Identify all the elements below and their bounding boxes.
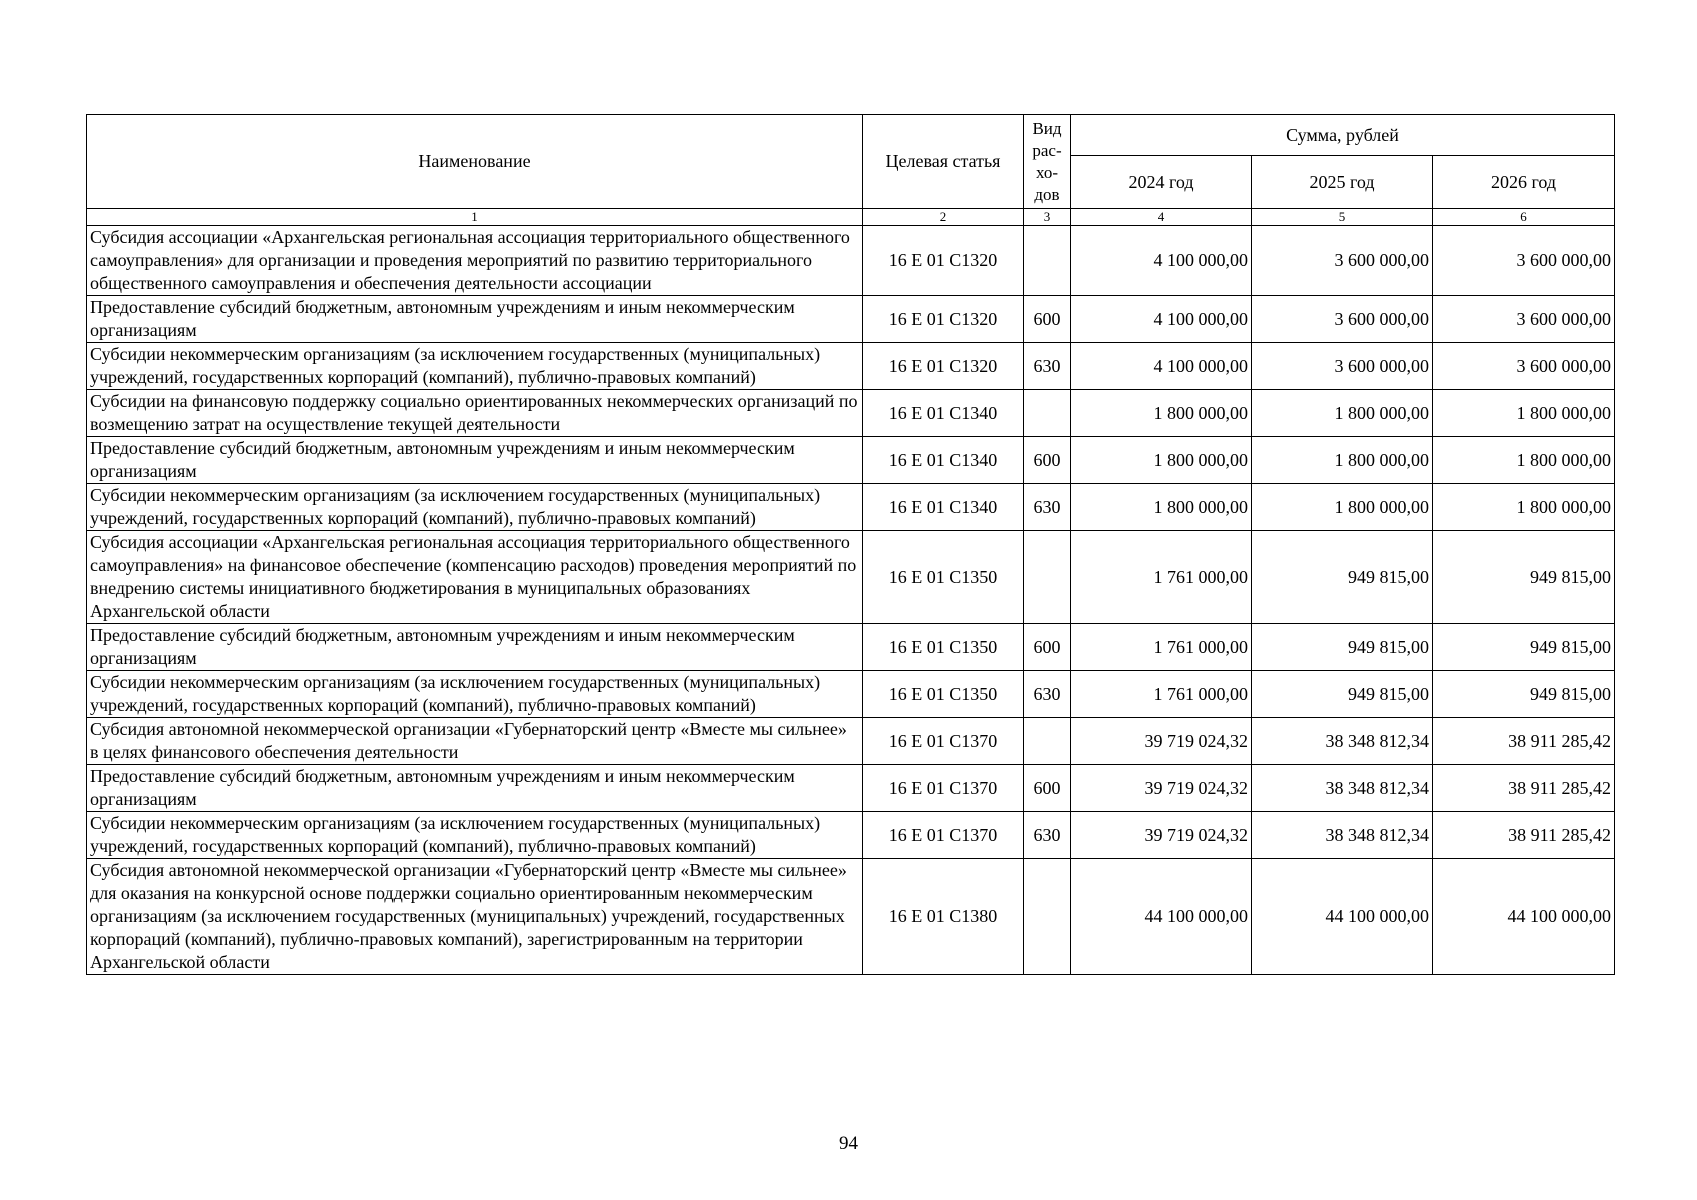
column-number: 3 — [1024, 209, 1071, 226]
row-amount-2024: 4 100 000,00 — [1071, 226, 1252, 296]
row-amount-2024: 44 100 000,00 — [1071, 859, 1252, 975]
row-amount-2024: 39 719 024,32 — [1071, 765, 1252, 812]
row-target-article: 16 Е 01 С1340 — [863, 484, 1024, 531]
row-amount-2024: 1 761 000,00 — [1071, 671, 1252, 718]
row-name: Субсидии на финансовую поддержку социально ориентированных некоммерческих организаций по возмещению затрат на осуществление текущей деятельности — [87, 390, 863, 437]
header-sum: Сумма, рублей — [1071, 115, 1615, 156]
row-amount-2025: 949 815,00 — [1252, 624, 1433, 671]
row-amount-2024: 1 800 000,00 — [1071, 437, 1252, 484]
row-amount-2025: 949 815,00 — [1252, 531, 1433, 624]
row-target-article: 16 Е 01 С1320 — [863, 343, 1024, 390]
row-amount-2026: 1 800 000,00 — [1433, 484, 1615, 531]
row-expense-type: 600 — [1024, 437, 1071, 484]
header-expense-type: Вид рас- хо- дов — [1024, 115, 1071, 209]
row-amount-2025: 44 100 000,00 — [1252, 859, 1433, 975]
row-amount-2024: 1 761 000,00 — [1071, 624, 1252, 671]
row-amount-2024: 1 761 000,00 — [1071, 531, 1252, 624]
row-amount-2026: 949 815,00 — [1433, 671, 1615, 718]
column-number: 5 — [1252, 209, 1433, 226]
row-expense-type — [1024, 226, 1071, 296]
table-row — [87, 671, 1615, 718]
row-name: Субсидии некоммерческим организациям (за исключением государственных (муниципальных) учреждений, государственных корпораций (компаний), публично-правовых компаний) — [87, 343, 863, 390]
column-number: 2 — [863, 209, 1024, 226]
header-year-2024: 2024 год — [1071, 156, 1252, 209]
row-amount-2025: 3 600 000,00 — [1252, 296, 1433, 343]
header-year-2026: 2026 год — [1433, 156, 1615, 209]
row-target-article: 16 Е 01 С1370 — [863, 718, 1024, 765]
row-amount-2026: 949 815,00 — [1433, 624, 1615, 671]
row-target-article: 16 Е 01 С1350 — [863, 624, 1024, 671]
table-row — [87, 484, 1615, 531]
row-target-article: 16 Е 01 С1320 — [863, 226, 1024, 296]
budget-table — [86, 114, 1615, 975]
row-name: Предоставление субсидий бюджетным, автономным учреждениям и иным некоммерческим организациям — [87, 296, 863, 343]
page-number: 94 — [839, 1133, 858, 1154]
row-amount-2025: 38 348 812,34 — [1252, 812, 1433, 859]
row-target-article: 16 Е 01 С1340 — [863, 390, 1024, 437]
row-amount-2024: 1 800 000,00 — [1071, 390, 1252, 437]
row-name: Субсидии некоммерческим организациям (за исключением государственных (муниципальных) учреждений, государственных корпораций (компаний), публично-правовых компаний) — [87, 484, 863, 531]
column-number: 6 — [1433, 209, 1615, 226]
row-amount-2024: 39 719 024,32 — [1071, 718, 1252, 765]
row-amount-2026: 44 100 000,00 — [1433, 859, 1615, 975]
row-amount-2024: 1 800 000,00 — [1071, 484, 1252, 531]
row-target-article: 16 Е 01 С1370 — [863, 812, 1024, 859]
row-amount-2026: 38 911 285,42 — [1433, 718, 1615, 765]
header-year-2025: 2025 год — [1252, 156, 1433, 209]
header-target-article: Целевая статья — [863, 115, 1024, 209]
table-row — [87, 531, 1615, 624]
row-name: Субсидия ассоциации «Архангельская региональная ассоциация территориального общественного самоуправления» для организации и проведения мероприятий по развитию территориального общественного самоуправления и обеспечения деятельности ассоциации — [87, 226, 863, 296]
row-expense-type: 600 — [1024, 765, 1071, 812]
row-expense-type: 600 — [1024, 624, 1071, 671]
row-target-article: 16 Е 01 С1320 — [863, 296, 1024, 343]
row-amount-2026: 38 911 285,42 — [1433, 765, 1615, 812]
row-expense-type — [1024, 859, 1071, 975]
row-amount-2026: 3 600 000,00 — [1433, 296, 1615, 343]
row-expense-type: 630 — [1024, 484, 1071, 531]
row-expense-type: 630 — [1024, 812, 1071, 859]
row-amount-2025: 949 815,00 — [1252, 671, 1433, 718]
row-target-article: 16 Е 01 С1370 — [863, 765, 1024, 812]
row-amount-2025: 1 800 000,00 — [1252, 390, 1433, 437]
row-amount-2025: 1 800 000,00 — [1252, 437, 1433, 484]
row-amount-2026: 1 800 000,00 — [1433, 437, 1615, 484]
table-row — [87, 390, 1615, 437]
row-expense-type: 630 — [1024, 343, 1071, 390]
table-row — [87, 859, 1615, 975]
column-numbers-row — [87, 209, 1615, 226]
row-name: Предоставление субсидий бюджетным, автономным учреждениям и иным некоммерческим организациям — [87, 437, 863, 484]
row-amount-2026: 3 600 000,00 — [1433, 226, 1615, 296]
row-amount-2026: 1 800 000,00 — [1433, 390, 1615, 437]
table-row — [87, 624, 1615, 671]
row-expense-type: 630 — [1024, 671, 1071, 718]
row-name: Предоставление субсидий бюджетным, автономным учреждениям и иным некоммерческим организациям — [87, 765, 863, 812]
row-target-article: 16 Е 01 С1350 — [863, 531, 1024, 624]
row-target-article: 16 Е 01 С1340 — [863, 437, 1024, 484]
row-amount-2026: 3 600 000,00 — [1433, 343, 1615, 390]
row-amount-2026: 38 911 285,42 — [1433, 812, 1615, 859]
row-name: Субсидия автономной некоммерческой организации «Губернаторский центр «Вместе мы сильнее» для оказания на конкурсной основе поддержки социально ориентированным некоммерческим организациям (за исключением государственных (муниципальных) учреждений, государственных корпораций (компаний), публично-правовых компаний), зарегистрированным на территории Архангельской области — [87, 859, 863, 975]
row-amount-2025: 3 600 000,00 — [1252, 226, 1433, 296]
row-expense-type — [1024, 718, 1071, 765]
table-body — [87, 226, 1615, 975]
row-name: Предоставление субсидий бюджетным, автономным учреждениям и иным некоммерческим организациям — [87, 624, 863, 671]
row-expense-type — [1024, 531, 1071, 624]
table-row — [87, 765, 1615, 812]
row-name: Субсидия автономной некоммерческой организации «Губернаторский центр «Вместе мы сильнее» в целях финансового обеспечения деятельности — [87, 718, 863, 765]
table-row — [87, 812, 1615, 859]
row-amount-2024: 4 100 000,00 — [1071, 296, 1252, 343]
row-name: Субсидия ассоциации «Архангельская региональная ассоциация территориального общественного самоуправления» на финансовое обеспечение (компенсацию расходов) проведения мероприятий по внедрению системы инициативного бюджетирования в муниципальных образованиях Архангельской области — [87, 531, 863, 624]
column-number: 4 — [1071, 209, 1252, 226]
row-amount-2026: 949 815,00 — [1433, 531, 1615, 624]
row-amount-2025: 38 348 812,34 — [1252, 765, 1433, 812]
header-name: Наименование — [87, 115, 863, 209]
row-amount-2025: 1 800 000,00 — [1252, 484, 1433, 531]
table-row — [87, 718, 1615, 765]
row-expense-type: 600 — [1024, 296, 1071, 343]
table-row — [87, 437, 1615, 484]
row-expense-type — [1024, 390, 1071, 437]
table-row — [87, 343, 1615, 390]
table-row — [87, 296, 1615, 343]
row-amount-2025: 38 348 812,34 — [1252, 718, 1433, 765]
table-header — [87, 115, 1615, 226]
row-amount-2025: 3 600 000,00 — [1252, 343, 1433, 390]
table-row — [87, 226, 1615, 296]
column-number: 1 — [87, 209, 863, 226]
row-name: Субсидии некоммерческим организациям (за исключением государственных (муниципальных) учреждений, государственных корпораций (компаний), публично-правовых компаний) — [87, 812, 863, 859]
row-amount-2024: 39 719 024,32 — [1071, 812, 1252, 859]
row-target-article: 16 Е 01 С1350 — [863, 671, 1024, 718]
row-name: Субсидии некоммерческим организациям (за исключением государственных (муниципальных) учреждений, государственных корпораций (компаний), публично-правовых компаний) — [87, 671, 863, 718]
row-target-article: 16 Е 01 С1380 — [863, 859, 1024, 975]
row-amount-2024: 4 100 000,00 — [1071, 343, 1252, 390]
